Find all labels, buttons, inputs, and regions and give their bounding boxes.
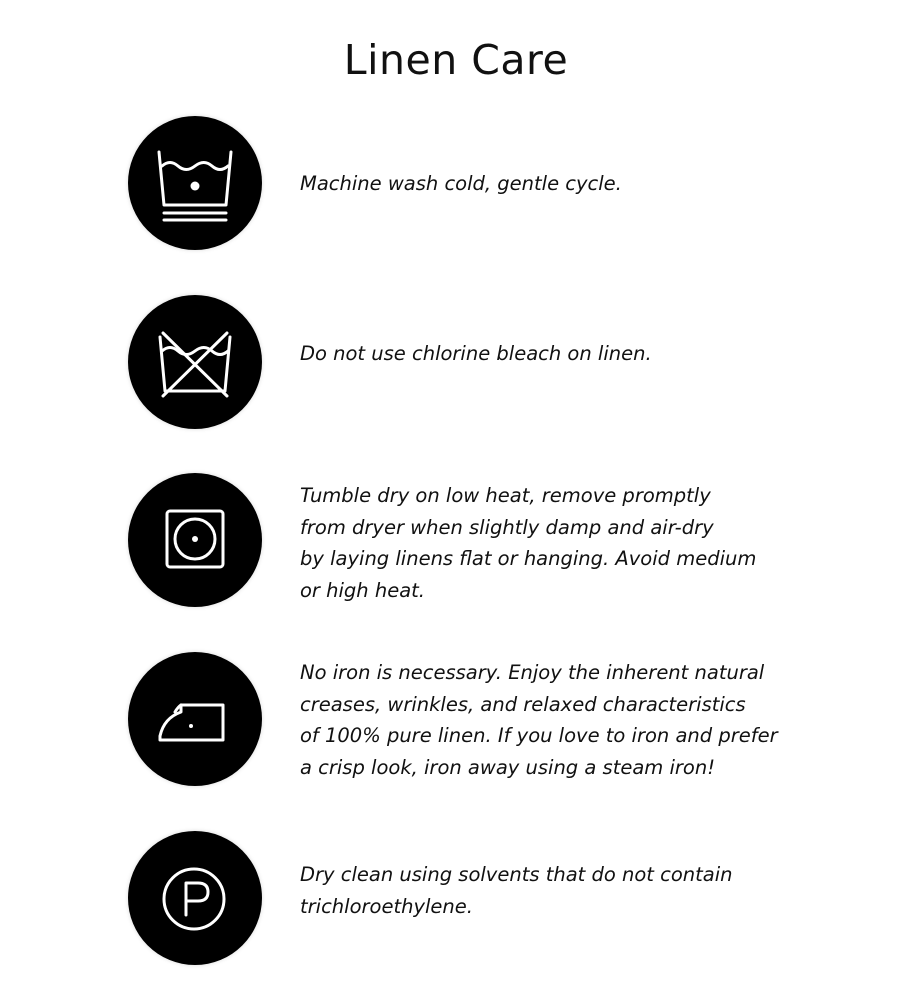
tumble-dry-low-icon [128,473,262,607]
care-item-wash [0,116,912,256]
machine-wash-cold-icon [128,116,262,250]
care-text-dry-clean: Dry clean using solvents that do not contain trichloroethylene. [300,863,733,918]
care-text-iron: No iron is necessary. Enjoy the inherent natural creases, wrinkles, and relaxed characteristics of 100% pure linen. If you love to iron and prefer a crisp look, iron away using a steam iron! [300,661,778,779]
dry-clean-p-icon [128,831,262,965]
care-item-dry [0,473,912,613]
iron-low-icon [128,652,262,786]
care-text-wash: Machine wash cold, gentle cycle. [300,172,622,195]
care-text-bleach: Do not use chlorine bleach on linen. [300,342,652,365]
care-item-dry-clean [0,831,912,971]
care-item-bleach [0,295,912,435]
care-item-iron [0,652,912,792]
page-title: Linen Care [343,36,569,84]
care-text-dry: Tumble dry on low heat, remove promptly from dryer when slightly damp and air-dry by laying linens flat or hanging. Avoid medium or high heat. [300,484,757,602]
do-not-bleach-icon [128,295,262,429]
